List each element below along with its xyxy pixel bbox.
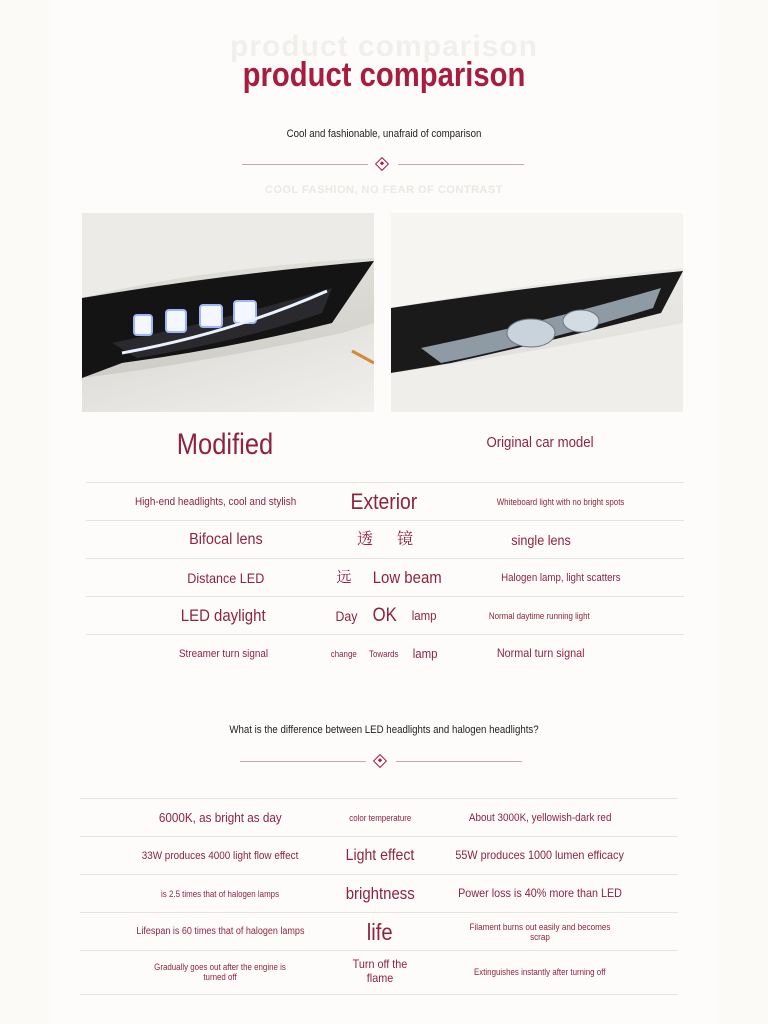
- row-mid-text: Low beam: [372, 568, 442, 588]
- column-heading-modified: Modified: [176, 428, 274, 461]
- table-row: [86, 634, 684, 673]
- row-right-text: Normal turn signal: [497, 646, 585, 661]
- row-mid-text: Exterior: [350, 489, 418, 515]
- table-row: [80, 912, 678, 951]
- row-right-text: single lens: [511, 531, 571, 548]
- page-subtitle: Cool and fashionable, unafraid of comparison: [286, 128, 482, 140]
- spec-right-text: 55W produces 1000 lumen efficacy: [455, 848, 625, 863]
- spec-mid-text: Light effect: [345, 846, 415, 864]
- row-left-text: Distance LED: [187, 569, 265, 586]
- feature-comparison-table: [86, 482, 684, 672]
- table-row: [80, 950, 678, 993]
- row-left-text: LED daylight: [181, 606, 266, 626]
- row-mid-text: lamp: [412, 645, 438, 661]
- spec-right-text: Power loss is 40% more than LED: [458, 886, 622, 901]
- table-row: [86, 482, 684, 521]
- table-row: [86, 558, 684, 597]
- spec-mid-text: color temperature: [348, 812, 412, 823]
- spec-right-text: Extinguishes instantly after turning off: [474, 966, 606, 977]
- row-mid-text: Towards: [369, 648, 399, 659]
- row-mid-text: lamp: [411, 607, 437, 623]
- row-mid-text: change: [331, 648, 357, 659]
- spec-mid-text: brightness: [345, 884, 415, 904]
- spec-comparison-table: [80, 798, 678, 995]
- table-row: [80, 798, 678, 837]
- diamond-divider-icon: [240, 752, 522, 772]
- spec-mid-text: life: [367, 918, 393, 945]
- spec-right-text: About 3000K, yellowish-dark red: [468, 811, 612, 824]
- section-question: What is the difference between LED headlights and halogen headlights?: [229, 724, 539, 736]
- row-mid-text: 透: [356, 530, 373, 548]
- page-title: product comparison: [242, 56, 526, 94]
- spec-left-text: Lifespan is 60 times that of halogen lamps: [135, 926, 305, 938]
- row-left-text: Streamer turn signal: [178, 647, 269, 660]
- column-heading-original: Original car model: [486, 434, 594, 451]
- row-mid-text: Day: [335, 607, 357, 624]
- table-row: [80, 874, 678, 913]
- row-mid-text: 远: [336, 569, 352, 587]
- original-headlight-photo: [391, 213, 683, 412]
- table-row: [86, 596, 684, 635]
- spec-left-text: Gradually goes out after the engine is turned off: [154, 961, 286, 982]
- row-left-text: Bifocal lens: [189, 530, 263, 548]
- table-row: [86, 520, 684, 559]
- row-mid-text: 镜: [396, 530, 413, 548]
- spec-left-text: 33W produces 4000 light flow effect: [141, 849, 299, 862]
- spec-mid-text: Turn off the flame: [352, 957, 408, 985]
- spec-left-text: is 2.5 times that of halogen lamps: [160, 888, 279, 899]
- spec-right-text: Filament burns out easily and becomes scrap: [469, 921, 611, 942]
- row-right-text: Whiteboard light with no bright spots: [497, 496, 625, 507]
- row-right-text: Halogen lamp, light scatters: [501, 571, 621, 584]
- diamond-divider-icon: [242, 155, 524, 175]
- row-mid-text: OK: [372, 605, 398, 627]
- modified-headlight-photo: [82, 213, 374, 412]
- row-left-text: High-end headlights, cool and stylish: [135, 495, 297, 508]
- row-right-text: Normal daytime running light: [488, 610, 590, 621]
- ghost-caption: COOL FASHION, NO FEAR OF CONTRAST: [264, 184, 504, 196]
- ghost-title: product comparison: [229, 30, 539, 63]
- spec-left-text: 6000K, as bright as day: [158, 809, 282, 825]
- table-row: [80, 836, 678, 875]
